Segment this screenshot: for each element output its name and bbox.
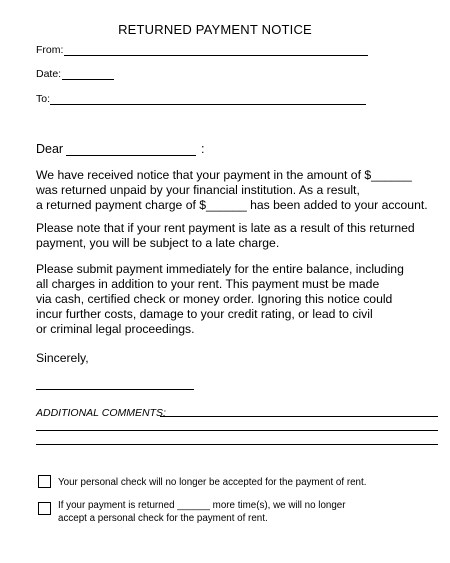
dear-label: Dear: [36, 142, 64, 156]
checkbox-returned-times-limit-label: If your payment is returned ______ more time(s), we will no longer accept a personal check for the payment of rent.: [58, 500, 346, 524]
paragraph-submit-payment: Please submit payment immediately for the entire balance, including all charges in addition to your rent. This payment must be made via cash, certified check or money order. Ignoring this notice could incur further costs, damage to your credit rating, or lead to civil or criminal legal proceedings.: [36, 262, 404, 336]
from-field[interactable]: [64, 55, 368, 56]
date-label: Date:: [36, 68, 62, 80]
signature-line[interactable]: [36, 389, 194, 390]
closing: Sincerely,: [36, 351, 89, 365]
comments-line-2[interactable]: [36, 430, 438, 431]
paragraph-late-charge: Please note that if your rent payment is late as a result of this returned payment, you will be subject to a late charge.: [36, 221, 415, 250]
date-field[interactable]: [62, 79, 114, 80]
recipient-name-field[interactable]: [66, 155, 196, 156]
document-title: RETURNED PAYMENT NOTICE: [118, 22, 312, 37]
salutation-colon: :: [201, 142, 205, 156]
from-label: From:: [36, 44, 64, 56]
checkbox-no-personal-checks-label: Your personal check will no longer be accepted for the payment of rent.: [58, 477, 367, 488]
to-label: To:: [36, 93, 51, 105]
additional-comments-label: ADDITIONAL COMMENTS:: [36, 407, 166, 419]
to-field[interactable]: [50, 104, 366, 105]
comments-line-1[interactable]: [160, 416, 438, 417]
checkbox-no-personal-checks[interactable]: [38, 475, 51, 488]
comments-line-3[interactable]: [36, 444, 438, 445]
checkbox-returned-times-limit[interactable]: [38, 502, 51, 515]
paragraph-payment-returned: We have received notice that your payment in the amount of $______ was returned unpaid by your financial institution. As a result, a returned payment charge of $______ has been added to your account.: [36, 168, 428, 212]
